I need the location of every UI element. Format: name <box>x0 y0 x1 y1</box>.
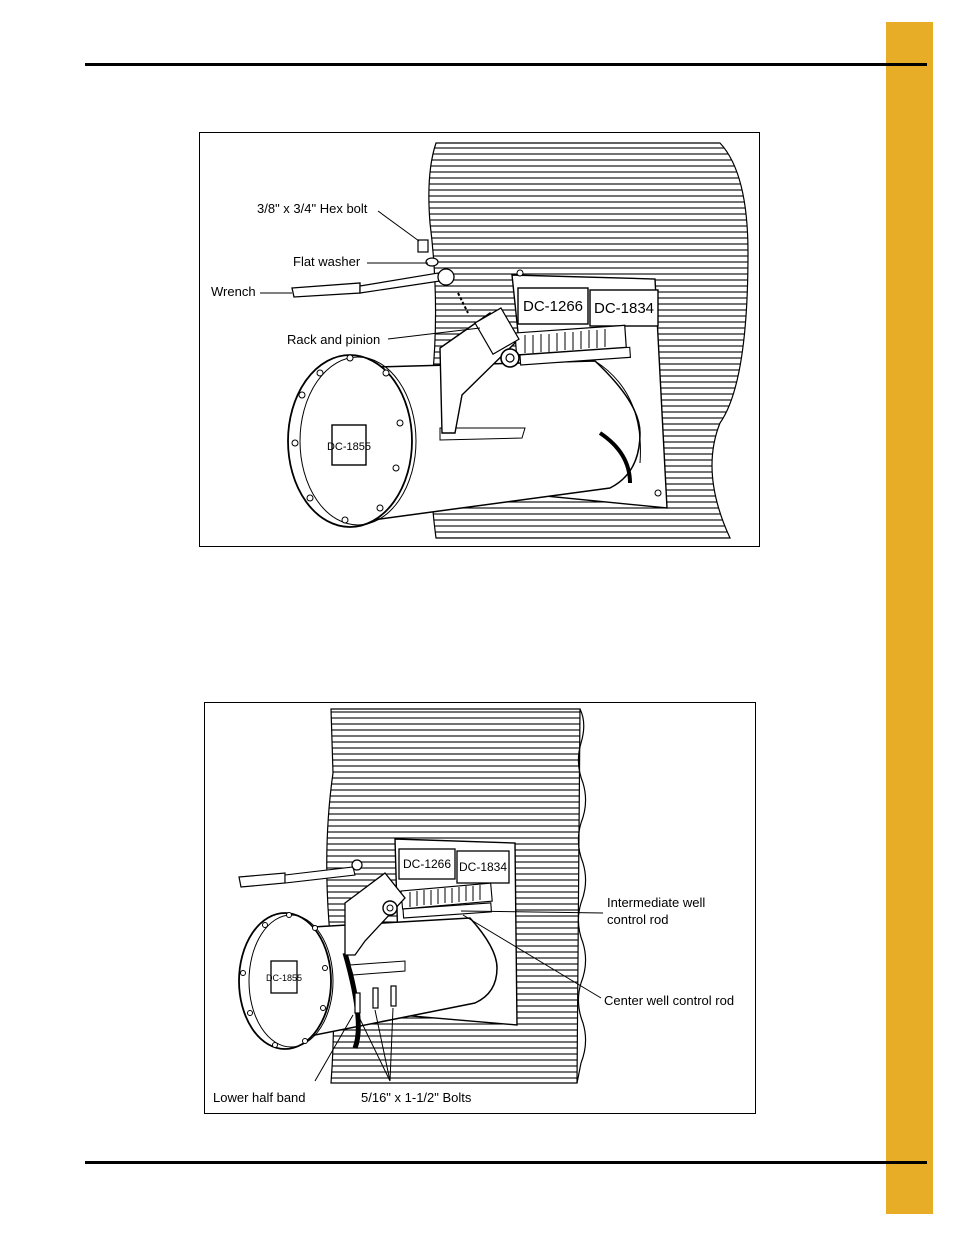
plate-label-left: DC-1266 <box>522 298 584 315</box>
callout-lower-half-band: Lower half band <box>213 1090 306 1105</box>
callout-rack-and-pinion: Rack and pinion <box>287 332 381 347</box>
plate-label-right: DC-1834 <box>593 300 655 317</box>
flat-washer <box>426 258 438 266</box>
callout-center-rod: Center well control rod <box>604 993 735 1008</box>
callout-bolts: 5/16" x 1-1/2" Bolts <box>361 1090 472 1105</box>
hex-bolt <box>418 240 428 252</box>
section-side-tab <box>886 22 933 1214</box>
figure-1-drawing <box>200 133 759 546</box>
figure-lower-half-band <box>204 702 756 1114</box>
header-rule <box>85 63 927 66</box>
plate-label-right-2: DC-1834 <box>458 860 508 874</box>
wrench <box>292 283 360 297</box>
tube-label: DC-1855 <box>326 441 372 453</box>
figure-rack-and-pinion <box>199 132 760 547</box>
plate-label-left-2: DC-1266 <box>402 857 452 871</box>
callout-intermediate-rod-line1: Intermediate well <box>607 895 706 910</box>
tube-label-2: DC-1855 <box>265 973 303 983</box>
callout-wrench: Wrench <box>211 284 256 299</box>
callout-hex-bolt: 3/8" x 3/4" Hex bolt <box>257 201 368 216</box>
callout-intermediate-rod-line2: control rod <box>607 912 669 927</box>
footer-rule <box>85 1161 927 1164</box>
callout-flat-washer: Flat washer <box>293 254 361 269</box>
